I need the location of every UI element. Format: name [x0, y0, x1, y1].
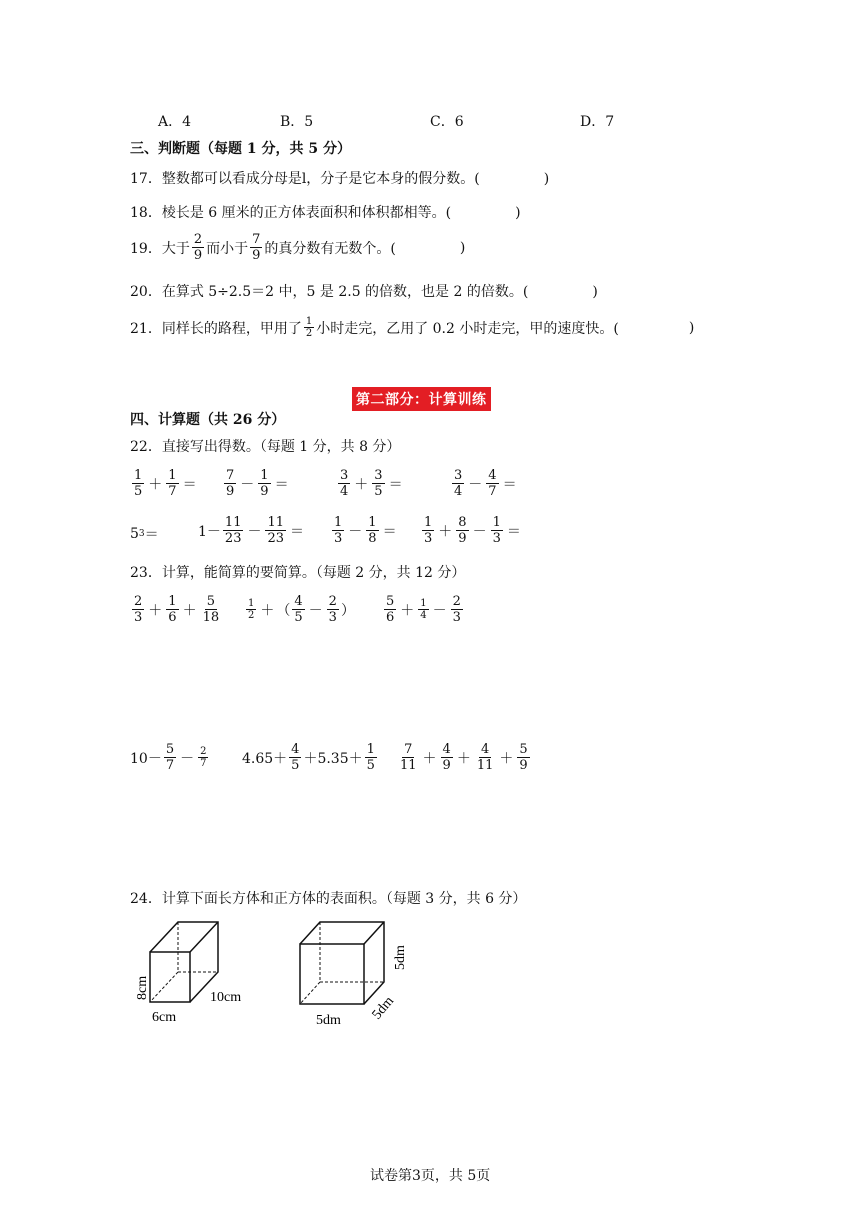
denominator: 23 — [224, 531, 242, 546]
q21-pre: 21．同样长的路程，甲用了 — [130, 320, 302, 337]
q22-expr-8 — [420, 515, 523, 546]
q22-expr-7 — [330, 515, 399, 546]
question-24: 24．计算下面长方体和正方体的表面积。（每题 3 分，共 6 分） — [130, 891, 527, 907]
cuboid-height-label: 8cm — [135, 975, 150, 1000]
denominator: 8 — [368, 531, 377, 546]
q17-text: 17．整数都可以看成分母是l，分子是它本身的假分数。( — [130, 171, 480, 187]
page-footer: 试卷第3页，共 5页 — [370, 1168, 491, 1184]
numerator: 3 — [454, 468, 463, 483]
fraction — [224, 468, 236, 499]
denominator: 11 — [476, 758, 494, 773]
q19-pre: 19．大于 — [130, 240, 190, 257]
denominator: 9 — [458, 531, 467, 546]
minus-sign: － — [180, 750, 195, 767]
option-d: D．7 — [580, 114, 615, 130]
denominator: 9 — [226, 484, 235, 499]
section3-heading: 三、判断题（每题 1 分，共 5 分） — [130, 141, 351, 157]
denominator: 5 — [374, 484, 383, 499]
denominator: 5 — [291, 758, 300, 773]
numerator: 7 — [404, 742, 413, 757]
fraction — [166, 594, 178, 625]
cube-depth-label: 5dm — [369, 993, 398, 1023]
fraction — [486, 468, 498, 499]
section4-heading: 四、计算题（共 26 分） — [130, 412, 286, 428]
cube-hidden-edge — [300, 982, 320, 1004]
q22-expr-1 — [130, 468, 199, 499]
fraction — [422, 515, 434, 546]
fraction — [164, 742, 176, 773]
numerator: 3 — [340, 468, 349, 483]
denominator: 4 — [454, 484, 463, 499]
denominator: 11 — [400, 758, 417, 773]
denominator: 7 — [165, 758, 175, 773]
close-paren: ) — [459, 239, 466, 256]
numerator: 2 — [200, 746, 207, 757]
denominator: 2 — [248, 610, 255, 621]
denominator: 3 — [452, 610, 461, 625]
denominator: 5 — [366, 758, 375, 773]
fraction — [304, 316, 314, 339]
cube-bottom-label: 5dm — [316, 1013, 341, 1028]
question-21 — [130, 316, 694, 339]
denominator: 3 — [334, 531, 343, 546]
fraction — [327, 594, 339, 625]
fraction — [398, 742, 419, 773]
close-paren: ) — [515, 205, 521, 221]
minus-sign: － — [308, 602, 323, 619]
fraction — [365, 742, 377, 773]
fraction — [491, 515, 503, 546]
fraction — [372, 468, 384, 499]
numerator: 11 — [267, 515, 285, 530]
denominator: 3 — [424, 531, 433, 546]
minus-sign: － — [472, 523, 487, 540]
numerator: 1 — [248, 598, 255, 609]
numerator: 4 — [294, 594, 303, 609]
equals-sign: ＝ — [290, 523, 305, 540]
numerator: 1 — [260, 468, 269, 483]
denominator: 3 — [328, 610, 337, 625]
denominator: 9 — [519, 758, 528, 773]
exponent: 3 — [138, 529, 145, 539]
lead: 1－ — [198, 523, 221, 540]
numerator: 5 — [206, 594, 215, 609]
lead: 10－ — [130, 750, 162, 767]
numerator: 1 — [334, 515, 343, 530]
numerator: 4 — [488, 468, 497, 483]
fraction — [338, 468, 350, 499]
fraction — [418, 598, 428, 621]
equals-sign: ＝ — [144, 527, 159, 543]
numerator: 1 — [424, 515, 433, 530]
denominator: 18 — [202, 610, 220, 625]
denominator: 23 — [267, 531, 285, 546]
numerator: 1 — [366, 742, 375, 757]
denominator: 7 — [168, 484, 177, 499]
close-paren: ) — [592, 284, 598, 300]
fraction — [250, 232, 262, 263]
cube-back-edges — [300, 922, 384, 1004]
cuboid-figure — [128, 914, 258, 1026]
cube-figure — [292, 912, 422, 1030]
option-b: B．5 — [280, 114, 314, 130]
q22-expr-4 — [450, 468, 519, 499]
option-a: A．4 — [158, 114, 192, 130]
equals-sign: ＝ — [502, 476, 517, 493]
denominator: 2 — [305, 328, 313, 339]
number-part: ＋5.35＋ — [303, 750, 363, 767]
fraction — [258, 468, 270, 499]
question-19 — [130, 232, 465, 263]
fraction — [166, 468, 178, 499]
cuboid-width-label: 10cm — [210, 990, 242, 1005]
cuboid-top-right-edge — [190, 922, 218, 952]
denominator: 7 — [488, 484, 497, 499]
question-18 — [130, 203, 521, 223]
numerator: 1 — [492, 515, 501, 530]
fraction — [332, 515, 344, 546]
equals-sign: ＝ — [388, 476, 403, 493]
numerator: 8 — [458, 515, 467, 530]
numerator: 5 — [165, 742, 175, 757]
numerator: 7 — [252, 232, 261, 247]
denominator: 4 — [420, 610, 427, 621]
fraction — [517, 742, 529, 773]
fraction — [132, 594, 144, 625]
plus-sign: ＋ — [354, 476, 369, 493]
fraction — [384, 594, 396, 625]
numerator: 11 — [224, 515, 242, 530]
base: 5 — [130, 526, 139, 542]
numerator: 5 — [519, 742, 528, 757]
q23-expr-1 — [130, 594, 223, 625]
fraction — [265, 515, 286, 546]
cuboid-front-face — [150, 952, 190, 1002]
denominator: 3 — [492, 531, 501, 546]
q23-expr-6 — [396, 742, 532, 773]
numerator: 3 — [374, 468, 383, 483]
denominator: 6 — [386, 610, 395, 625]
equals-sign: ＝ — [382, 523, 397, 540]
q23-expr-5 — [242, 742, 379, 773]
cube-right-label: 5dm — [393, 945, 408, 970]
numerator: 2 — [452, 594, 461, 609]
numerator: 1 — [168, 594, 177, 609]
q19-post: 的真分数有无数个。( — [264, 240, 396, 257]
question-23: 23．计算，能简算的要简算。（每题 2 分，共 12 分） — [130, 565, 466, 581]
numerator: 1 — [420, 598, 427, 609]
close-paren: ) — [543, 171, 550, 187]
numerator: 1 — [134, 468, 143, 483]
minus-sign: － — [468, 476, 483, 493]
cube-top-right-edge — [364, 922, 384, 944]
numerator: 4 — [291, 742, 300, 757]
denominator: 4 — [340, 484, 349, 499]
denominator: 9 — [442, 758, 451, 773]
numerator: 7 — [226, 468, 235, 483]
question-17 — [130, 169, 549, 189]
minus-sign: － — [432, 602, 447, 619]
plus-sign: ＋ — [182, 602, 197, 619]
denominator: 9 — [260, 484, 269, 499]
denominator: 5 — [134, 484, 143, 499]
fraction — [292, 594, 304, 625]
q22-expr-2 — [222, 468, 291, 499]
denominator: 9 — [252, 248, 261, 263]
q20-text: 20．在算式 5÷2.5＝2 中，5 是 2.5 的倍数，也是 2 的倍数。( — [130, 284, 529, 300]
fraction — [475, 742, 496, 773]
denominator: 5 — [294, 610, 303, 625]
denominator: 6 — [168, 610, 177, 625]
equals-sign: ＝ — [182, 476, 197, 493]
equals-sign: ＝ — [274, 476, 289, 493]
fraction — [289, 742, 301, 773]
equals-sign: ＝ — [506, 523, 521, 540]
plus-sign: ＋ — [499, 750, 514, 767]
right-paren: ） — [340, 602, 355, 619]
q21-post: 小时走完，乙用了 0.2 小时走完，甲的速度快。( — [316, 320, 619, 337]
cuboid-hidden-edge — [150, 972, 178, 1002]
fraction — [198, 746, 208, 769]
q23-expr-4 — [130, 742, 210, 773]
fraction — [441, 742, 453, 773]
numerator: 2 — [134, 594, 143, 609]
minus-sign: － — [247, 523, 262, 540]
fraction — [223, 515, 244, 546]
q23-expr-2 — [244, 594, 355, 625]
cuboid-length-label: 6cm — [152, 1010, 177, 1025]
close-paren: ) — [688, 319, 695, 336]
q19-mid: 而小于 — [206, 240, 249, 257]
numerator: 5 — [386, 594, 395, 609]
numerator: 1 — [368, 515, 377, 530]
q22-expr-3 — [336, 468, 405, 499]
minus-sign: － — [348, 523, 363, 540]
q22-expr-5 — [130, 524, 159, 544]
left-paren: （ — [276, 602, 291, 619]
denominator: 3 — [134, 610, 143, 625]
numerator: 4 — [480, 742, 490, 757]
plus-sign: ＋ — [400, 602, 415, 619]
question-22: 22．直接写出得数。（每题 1 分，共 8 分） — [130, 439, 401, 455]
fraction — [132, 468, 144, 499]
fraction — [201, 594, 222, 625]
fraction — [456, 515, 468, 546]
part-banner: 第二部分：计算训练 — [352, 387, 491, 411]
q22-expr-6 — [198, 515, 306, 546]
fraction — [366, 515, 378, 546]
plus-sign: ＋ — [260, 602, 275, 619]
numerator: 1 — [305, 316, 313, 327]
numerator: 1 — [168, 468, 177, 483]
q23-expr-3 — [382, 594, 465, 625]
plus-sign: ＋ — [422, 750, 437, 767]
denominator: 9 — [193, 248, 203, 263]
option-c: C．6 — [430, 114, 464, 130]
fraction — [246, 598, 256, 621]
fraction — [192, 232, 204, 263]
plus-sign: ＋ — [456, 750, 471, 767]
plus-sign: ＋ — [148, 476, 163, 493]
question-20 — [130, 282, 598, 302]
cube-front-face — [300, 944, 364, 1004]
numerator: 2 — [328, 594, 337, 609]
plus-sign: ＋ — [438, 523, 453, 540]
numerator: 4 — [442, 742, 451, 757]
minus-sign: － — [240, 476, 255, 493]
numerator: 2 — [193, 232, 203, 247]
number-part: 4.65＋ — [242, 750, 288, 767]
q18-text: 18．棱长是 6 厘米的正方体表面积和体积都相等。( — [130, 205, 452, 221]
denominator: 7 — [200, 758, 207, 769]
fraction — [451, 594, 463, 625]
fraction — [452, 468, 464, 499]
plus-sign: ＋ — [148, 602, 163, 619]
